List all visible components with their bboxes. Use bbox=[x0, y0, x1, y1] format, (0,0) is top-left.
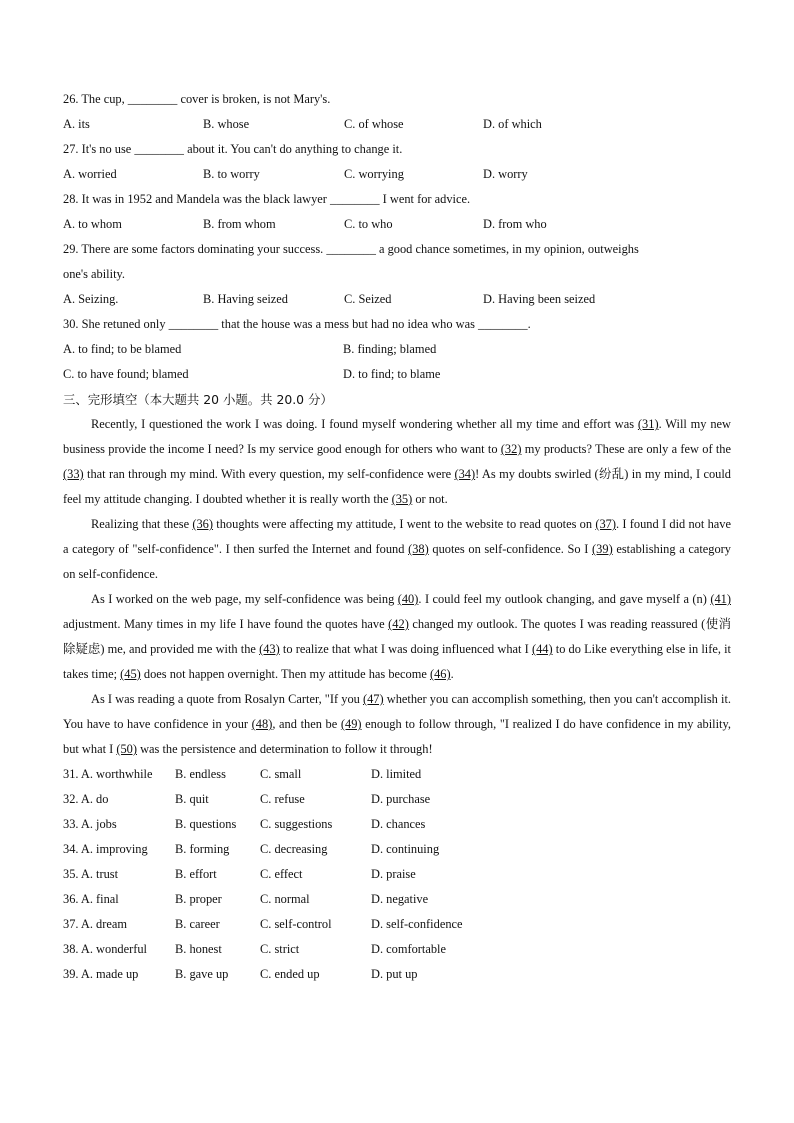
option-a: 32. A. do bbox=[63, 792, 109, 806]
option-a: 33. A. jobs bbox=[63, 817, 117, 831]
blank-number: (43) bbox=[259, 642, 280, 656]
option-c: C. self-control bbox=[260, 917, 332, 931]
blank-number: (37) bbox=[595, 517, 617, 531]
blank-number: (48) bbox=[251, 717, 273, 731]
option-c: C. decreasing bbox=[260, 842, 328, 856]
blank-number: (36) bbox=[192, 517, 214, 531]
option-c: C. of whose bbox=[344, 117, 404, 131]
option-b: B. forming bbox=[175, 842, 230, 856]
option-d: D. put up bbox=[371, 967, 418, 981]
cloze-option-row bbox=[63, 787, 731, 812]
question-29-stem-line-1: 29. There are some factors dominating your success. ________ a good chance sometimes, in my opinion, outweighs bbox=[63, 242, 639, 256]
option-c: C. normal bbox=[260, 892, 310, 906]
option-a: 38. A. wonderful bbox=[63, 942, 147, 956]
cloze-option-row bbox=[63, 887, 731, 912]
cloze-option-row bbox=[63, 762, 731, 787]
question-30-options-row-1 bbox=[63, 337, 731, 362]
passage-text: whether you can accomplish something, then you can't accomplish it. You have to have confidence in your bbox=[63, 692, 731, 731]
option-b: B. questions bbox=[175, 817, 237, 831]
passage-text: . I could feel my outlook changing, and gave myself a (n) bbox=[418, 592, 711, 606]
option-a: A. Seizing. bbox=[63, 292, 119, 306]
passage-text: establishing a category on self-confidence. bbox=[63, 542, 731, 581]
blank-number: (38) bbox=[408, 542, 429, 556]
passage-text: quotes on self-confidence. So I bbox=[428, 542, 593, 556]
option-c: C. refuse bbox=[260, 792, 305, 806]
question-30-options-row-2 bbox=[63, 362, 731, 387]
question-27-stem: 27. It's no use ________ about it. You can't do anything to change it. bbox=[63, 142, 403, 156]
blank-number: (39) bbox=[592, 542, 613, 556]
option-b: B. finding; blamed bbox=[343, 342, 437, 356]
option-d: D. praise bbox=[371, 867, 416, 881]
cloze-option-row bbox=[63, 812, 731, 837]
passage-paragraph-1 bbox=[63, 412, 731, 512]
passage-text: . Will my new business provide the income I need? Is my service good enough for others who want to bbox=[63, 417, 731, 456]
blank-number: (50) bbox=[116, 742, 137, 756]
question-29-options bbox=[63, 287, 731, 312]
option-c: C. Seized bbox=[344, 292, 392, 306]
exam-page bbox=[63, 87, 731, 987]
passage-text: to realize that what I was doing influenced what I bbox=[279, 642, 532, 656]
passage-text: Recently, I questioned the work I was doing. I found myself wondering whether all my time and effort was bbox=[91, 417, 638, 431]
blank-number: (33) bbox=[63, 467, 84, 481]
option-d: D. self-confidence bbox=[371, 917, 463, 931]
option-c: C. worrying bbox=[344, 167, 404, 181]
blank-number: (46) bbox=[429, 667, 451, 681]
option-c: C. to who bbox=[344, 217, 393, 231]
option-a: A. worried bbox=[63, 167, 117, 181]
passage-text: or not. bbox=[412, 492, 448, 506]
passage-paragraph-3 bbox=[63, 587, 731, 687]
cloze-option-row bbox=[63, 912, 731, 937]
blank-number: (35) bbox=[391, 492, 413, 506]
option-b: B. career bbox=[175, 917, 220, 931]
blank-number: (44) bbox=[531, 642, 553, 656]
option-d: D. from who bbox=[483, 217, 547, 231]
blank-number: (47) bbox=[362, 692, 384, 706]
option-d: D. to find; to blame bbox=[343, 367, 441, 381]
option-b: B. endless bbox=[175, 767, 226, 781]
blank-number: (45) bbox=[120, 667, 141, 681]
option-b: B. quit bbox=[175, 792, 209, 806]
blank-number: (31) bbox=[637, 417, 659, 431]
passage-text: changed my outlook. The quotes I was reading reassured (使消除疑虑) me, and provided me with the bbox=[63, 617, 731, 656]
passage-text: to do Like everything else in life, it takes time; bbox=[63, 642, 731, 681]
option-a: 39. A. made up bbox=[63, 967, 139, 981]
question-26-stem: 26. The cup, ________ cover is broken, is not Mary's. bbox=[63, 92, 331, 106]
option-c: C. ended up bbox=[260, 967, 320, 981]
question-29-stem-line-2: one's ability. bbox=[63, 267, 125, 281]
option-d: D. continuing bbox=[371, 842, 440, 856]
option-c: C. strict bbox=[260, 942, 300, 956]
option-b: B. to worry bbox=[203, 167, 260, 181]
question-30-stem: 30. She retuned only ________ that the house was a mess but had no idea who was ________. bbox=[63, 317, 531, 331]
section-heading: 三、完形填空（本大题共 20 小题。共 20.0 分） bbox=[63, 392, 333, 407]
option-a: A. its bbox=[63, 117, 90, 131]
passage-text: Realizing that these bbox=[91, 517, 193, 531]
option-c: C. suggestions bbox=[260, 817, 333, 831]
blank-number: (41) bbox=[710, 592, 731, 606]
cloze-option-row bbox=[63, 962, 731, 987]
option-a: A. to find; to be blamed bbox=[63, 342, 182, 356]
question-28-options bbox=[63, 212, 731, 237]
option-b: B. honest bbox=[175, 942, 222, 956]
option-a: A. to whom bbox=[63, 217, 122, 231]
passage-text: As I worked on the web page, my self-confidence was being bbox=[91, 592, 398, 606]
option-c: C. small bbox=[260, 767, 302, 781]
option-a: 35. A. trust bbox=[63, 867, 119, 881]
passage-text: enough to follow through, "I realized I do have confidence in my ability, but what I bbox=[63, 717, 731, 756]
question-28-stem: 28. It was in 1952 and Mandela was the black lawyer ________ I went for advice. bbox=[63, 192, 471, 206]
cloze-option-row bbox=[63, 937, 731, 962]
option-d: D. negative bbox=[371, 892, 429, 906]
cloze-option-row bbox=[63, 862, 731, 887]
option-b: B. from whom bbox=[203, 217, 276, 231]
option-d: D. chances bbox=[371, 817, 426, 831]
option-d: D. Having been seized bbox=[483, 292, 596, 306]
passage-text: ! As my doubts swirled (纷乱) in my mind, I could feel my attitude changing. I doubted whether it is really worth the bbox=[63, 467, 731, 506]
blank-number: (49) bbox=[340, 717, 362, 731]
passage-text: adjustment. Many times in my life I have found the quotes have bbox=[63, 617, 389, 631]
option-d: D. limited bbox=[371, 767, 422, 781]
passage-text: , and then be bbox=[272, 717, 341, 731]
blank-number: (42) bbox=[388, 617, 409, 631]
passage-text: As I was reading a quote from Rosalyn Carter, "If you bbox=[91, 692, 363, 706]
option-d: D. comfortable bbox=[371, 942, 447, 956]
option-b: B. proper bbox=[175, 892, 222, 906]
option-b: B. Having seized bbox=[203, 292, 288, 306]
option-a: 31. A. worthwhile bbox=[63, 767, 153, 781]
question-26-options bbox=[63, 112, 731, 137]
passage-text: that ran through my mind. With every question, my self-confidence were bbox=[83, 467, 455, 481]
option-d: D. worry bbox=[483, 167, 528, 181]
passage-paragraph-2 bbox=[63, 512, 731, 587]
option-d: D. purchase bbox=[371, 792, 431, 806]
option-a: 37. A. dream bbox=[63, 917, 128, 931]
passage-text: thoughts were affecting my attitude, I went to the website to read quotes on bbox=[213, 517, 596, 531]
question-27-options bbox=[63, 162, 731, 187]
cloze-option-row bbox=[63, 837, 731, 862]
blank-number: (34) bbox=[454, 467, 476, 481]
passage-text: . I found I did not have a category of "self-confidence". I then surfed the Internet and found bbox=[63, 517, 731, 556]
cloze-options-list bbox=[63, 762, 731, 987]
passage-paragraph-4 bbox=[63, 687, 731, 762]
passage-text: my products? These are only a few of the bbox=[521, 442, 731, 456]
option-b: B. whose bbox=[203, 117, 250, 131]
option-d: D. of which bbox=[483, 117, 542, 131]
passage-text: was the persistence and determination to follow it through! bbox=[137, 742, 433, 756]
option-c: C. effect bbox=[260, 867, 303, 881]
option-a: 36. A. final bbox=[63, 892, 119, 906]
option-b: B. gave up bbox=[175, 967, 229, 981]
blank-number: (40) bbox=[397, 592, 419, 606]
option-a: 34. A. improving bbox=[63, 842, 148, 856]
passage-text: . bbox=[450, 667, 454, 681]
option-c: C. to have found; blamed bbox=[63, 367, 189, 381]
option-b: B. effort bbox=[175, 867, 217, 881]
blank-number: (32) bbox=[500, 442, 522, 456]
passage-text: does not happen overnight. Then my attitude has become bbox=[140, 667, 430, 681]
